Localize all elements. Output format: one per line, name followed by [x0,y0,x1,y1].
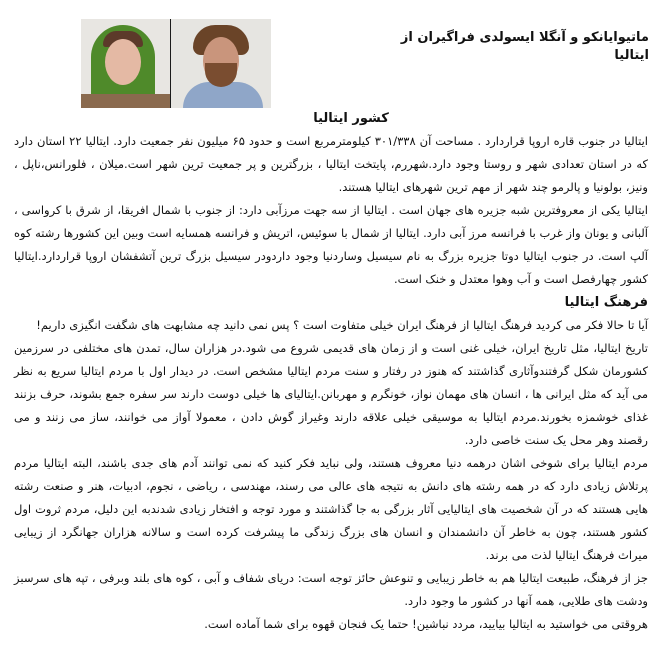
paragraph: ایتالیا یکی از معروفترین شبه جزیره های جهان است . ایتالیا از سه جهت مرزآبی دارد: از جنوب با شمال افریقا، از شرق با کرواسی ، آلبانی و یونان واز غرب با فرانسه مرز آبی دارد. ایتالیا از شمال با سوئیس، اتریش و فرانسه همسایه است وبین این کشورها رشته کوه آلپ است. در جنوب ایتالیا دوتا جزیره بزرگ به نام سیسیل وساردنیا وجود داردودر سیسیل بزرگ ترین آتشفشان اروپا قراردارد.ایتالیا کشور چهارفصل است و آب وهوا معتدل و خنک است. [14,203,648,286]
paragraph: مردم ایتالیا برای شوخی اشان درهمه دنیا معروف هستند، ولی نباید فکر کنید که نمی توانند آدم های جدی باشند، البته ایتالیا مردم پرتلاش زیادی دارد که در همه رشته های دانش به نتیجه های عالی می رسند، مهندسی ، ریاضی ، نجوم، ادبیات، هنر و صنعت رشته هایی هستند که در آن شخصیت های ایتالیایی آثار بزرگی به جا گذاشتند و مورد توجه و افتخار زیادی شدندبه این دلیل، مردم ثروت اول کشور هستند، چون به خاطر آن دانشمندان و انسان های بزرگ زندگی ما پیشرفت کرده است و سالانه هزاران جهانگرد از زیبایی میراث فرهنگ ایتالیا لذت می برند. [14,456,648,562]
section-heading-country: کشور ایتالیا [313,111,389,126]
paragraph: ایتالیا در جنوب قاره اروپا قراردارد . مساحت آن ۳۰۱/۳۳۸ کیلومترمربع است و حدود ۶۵ میلیون نفر جمعیت دارد. ایتالیا ۲۲ استان دارد که در استان تعدادی شهر و روستا وجود دارد.شهررم، پایتخت ایتالیا ، بزرگترین و پر جمعیت ترین شهر است.میلان ، فلورانس،ناپل ، ونیز، بولونیا و پالرمو چند شهر از مهم ترین شهرهای ایتالیا هستند. [14,134,648,194]
portrait-woman-image [81,19,170,108]
section-heading-culture: فرهنگ ایتالیا [564,295,648,310]
paragraph: آیا تا حالا فکر می کردید فرهنگ ایتالیا از فرهنگ ایران خیلی متفاوت است ؟ پس نمی دانید چه مشابهت های شگفت انگیزی داریم! [36,318,648,332]
portrait-man-image [171,19,271,108]
paragraph: تاریخ ایتالیا، مثل تاریخ ایران، خیلی غنی است و از زمان های قدیمی شروع می شود.در هزاران سال، تمدن های مختلفی در سرزمین کشورمان شکل گرفتندوآثاری گذاشتند که هنوز در رفتار و سنت مردم ایتالیا مشخص است. در دیدار اول با مردم ایتالیا سریع به نظر می آید که مثل ایرانی ها ، انسان های مهمان نواز، خونگرم و مهربانن.ایتالیای ها خیلی دوست دارند سر سفره جمع بشوند، حرف بزنند غذای خوشمزه بخورند.مردم ایتالیا به موسیقی خیلی علاقه دارند وغیراز گوش دادن ، معمولا آواز می خوانند، ساز می زنند و می رقصند وهر محل یک سنت خاصی دارد. [14,341,648,447]
page-title: ماتیوایانکو و آنگلا ایسولدی فراگیران از ایتالیا [400,29,649,63]
clothing-shape [81,94,170,108]
face-shape [105,39,141,85]
paragraph: هروقتی می خواستید به ایتالیا بیایید، مردد نباشین! حتما یک فنجان قهوه برای شما آماده است. [204,617,648,631]
portrait-photo [81,19,271,108]
article-body [14,108,648,636]
paragraph: جز از فرهنگ، طبیعت ایتالیا هم به خاطر زیبایی و تنوعش حائز توجه است: دریای شفاف و آبی ، کوه های بلند وبرفی ، تپه های سرسبز ودشت های طلایی، همه آنها در کشور ما وجود دارد. [14,571,648,608]
